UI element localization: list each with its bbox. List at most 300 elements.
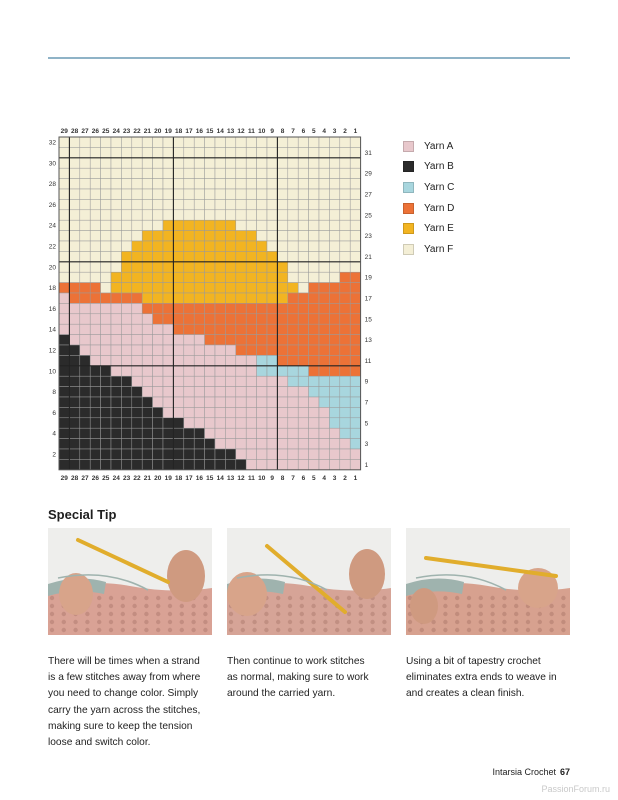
chart-cell (59, 283, 69, 293)
chart-cell (59, 407, 69, 417)
legend-label: Yarn B (424, 161, 454, 173)
chart-cell (121, 303, 131, 313)
column-label-bottom: 2 (343, 474, 347, 482)
chart-cell (142, 418, 152, 428)
chart-cell (246, 355, 256, 365)
stitch-texture (311, 620, 315, 624)
chart-cell (121, 397, 131, 407)
stitch-texture (191, 628, 195, 632)
chart-cell (90, 168, 100, 178)
chart-cell (90, 147, 100, 157)
chart-cell (350, 303, 360, 313)
chart-cell (319, 418, 329, 428)
stitch-texture (490, 596, 494, 600)
chart-cell (277, 137, 287, 147)
chart-cell (205, 428, 215, 438)
chart-cell (277, 158, 287, 168)
watermark-text: PassionForum.ru (541, 784, 610, 794)
chart-cell (246, 168, 256, 178)
chart-cell (267, 428, 277, 438)
chart-cell (80, 387, 90, 397)
chart-cell (205, 459, 215, 469)
chart-cell (205, 137, 215, 147)
chart-cell (153, 241, 163, 251)
chart-cell (340, 137, 350, 147)
chart-cell (101, 303, 111, 313)
stitch-texture (549, 628, 553, 632)
stitch-texture (370, 620, 374, 624)
chart-cell (142, 231, 152, 241)
chart-cell (329, 407, 339, 417)
chart-cell (319, 303, 329, 313)
chart-cell (142, 397, 152, 407)
chart-cell (319, 231, 329, 241)
chart-cell (288, 147, 298, 157)
chart-cell (205, 283, 215, 293)
chart-cell (121, 210, 131, 220)
chart-cell (142, 366, 152, 376)
chart-cell (59, 335, 69, 345)
chart-cell (194, 137, 204, 147)
chart-cell (205, 376, 215, 386)
chart-cell (319, 397, 329, 407)
column-label-bottom: 22 (133, 474, 141, 482)
chart-cell (80, 179, 90, 189)
stitch-texture (168, 628, 172, 632)
chart-cell (246, 459, 256, 469)
chart-cell (215, 283, 225, 293)
chart-cell (111, 314, 121, 324)
chart-cell (298, 179, 308, 189)
chart-cell (132, 231, 142, 241)
chart-cell (205, 345, 215, 355)
yarn-b-swatch (403, 161, 414, 172)
column-label-bottom: 12 (237, 474, 245, 482)
chart-cell (277, 366, 287, 376)
chart-cell (153, 324, 163, 334)
chart-cell (80, 314, 90, 324)
chart-cell (329, 376, 339, 386)
chart-cell (257, 231, 267, 241)
chart-cell (153, 262, 163, 272)
chart-cell (111, 387, 121, 397)
chart-cell (132, 210, 142, 220)
chart-cell (298, 355, 308, 365)
chart-cell (350, 449, 360, 459)
column-label-bottom: 6 (301, 474, 306, 482)
chart-cell (288, 428, 298, 438)
chart-cell (69, 199, 79, 209)
chart-cell (132, 179, 142, 189)
chart-cell (142, 335, 152, 345)
chart-cell (153, 397, 163, 407)
chart-cell (163, 241, 173, 251)
legend-label: Yarn E (424, 223, 454, 235)
chart-cell (90, 251, 100, 261)
chart-cell (153, 272, 163, 282)
chart-cell (80, 199, 90, 209)
legend-item-yarn-b (403, 157, 454, 178)
chart-cell (80, 241, 90, 251)
chart-cell (225, 199, 235, 209)
chart-cell (340, 199, 350, 209)
chart-cell (309, 418, 319, 428)
legend-label: Yarn A (424, 140, 454, 152)
column-label-bottom: 18 (174, 474, 183, 482)
chart-cell (111, 179, 121, 189)
chart-cell (80, 459, 90, 469)
chart-cell (69, 376, 79, 386)
chart-cell (111, 439, 121, 449)
chart-cell (184, 251, 194, 261)
chart-cell (340, 366, 350, 376)
stitch-texture (85, 612, 89, 616)
chart-cell (225, 418, 235, 428)
stitch-texture (191, 612, 195, 616)
column-label-top: 21 (143, 128, 152, 135)
column-label-bottom: 13 (226, 474, 235, 482)
stitch-texture (479, 612, 483, 616)
chart-cell (194, 199, 204, 209)
chart-cell (298, 439, 308, 449)
stitch-texture (526, 628, 530, 632)
stitch-texture (300, 596, 304, 600)
chart-cell (59, 459, 69, 469)
chart-cell (350, 418, 360, 428)
column-label-bottom: 16 (195, 474, 204, 482)
chart-cell (288, 241, 298, 251)
chart-cell (340, 168, 350, 178)
chart-cell (163, 439, 173, 449)
chart-cell (69, 459, 79, 469)
chart-cell (121, 220, 131, 230)
chart-cell (340, 147, 350, 157)
chart-cell (111, 355, 121, 365)
chart-cell (111, 283, 121, 293)
stitch-texture (370, 628, 374, 632)
chart-cell (90, 335, 100, 345)
stitch-texture (455, 612, 459, 616)
chart-cell (194, 355, 204, 365)
chart-cell (80, 283, 90, 293)
chart-cell (225, 303, 235, 313)
chart-cell (142, 303, 152, 313)
chart-cell (205, 293, 215, 303)
chart-cell (121, 283, 131, 293)
chart-cell (309, 199, 319, 209)
chart-cell (153, 179, 163, 189)
chart-cell (173, 387, 183, 397)
chart-cell (225, 387, 235, 397)
stitch-texture (50, 628, 54, 632)
chart-cell (215, 272, 225, 282)
chart-cell (132, 168, 142, 178)
chart-cell (215, 335, 225, 345)
chart-cell (257, 147, 267, 157)
chart-cell (184, 428, 194, 438)
chart-cell (350, 324, 360, 334)
chart-cell (59, 231, 69, 241)
chart-cell (101, 293, 111, 303)
chart-cell (194, 283, 204, 293)
stitch-texture (431, 628, 435, 632)
chart-cell (59, 397, 69, 407)
stitch-texture (62, 612, 66, 616)
chart-cell (101, 428, 111, 438)
chart-cell (173, 355, 183, 365)
chart-cell (340, 459, 350, 469)
chart-cell (111, 251, 121, 261)
chart-cell (80, 366, 90, 376)
chart-cell (142, 251, 152, 261)
chart-cell (121, 272, 131, 282)
stitch-texture (73, 620, 77, 624)
stitch-texture (144, 628, 148, 632)
chart-cell (329, 158, 339, 168)
chart-cell (111, 147, 121, 157)
stitch-texture (479, 604, 483, 608)
column-label-top: 26 (91, 128, 100, 135)
chart-cell (153, 137, 163, 147)
chart-cell (59, 210, 69, 220)
chart-cell (350, 459, 360, 469)
column-label-bottom: 23 (122, 474, 131, 482)
chart-cell (184, 283, 194, 293)
hand (349, 549, 385, 599)
stitch-texture (300, 612, 304, 616)
chart-cell (69, 231, 79, 241)
chart-cell (80, 345, 90, 355)
chart-cell (267, 231, 277, 241)
chart-cell (329, 335, 339, 345)
chart-cell (288, 210, 298, 220)
chart-cell (205, 387, 215, 397)
stitch-texture (132, 596, 136, 600)
chart-cell (111, 137, 121, 147)
chart-cell (101, 449, 111, 459)
chart-cell (121, 449, 131, 459)
chart-cell (132, 199, 142, 209)
column-label-bottom: 10 (258, 474, 266, 482)
stitch-texture (549, 604, 553, 608)
chart-cell (142, 293, 152, 303)
stitch-texture (121, 596, 125, 600)
chart-cell (69, 179, 79, 189)
chart-cell (90, 428, 100, 438)
chart-cell (153, 199, 163, 209)
chart-cell (194, 366, 204, 376)
chart-cell (257, 283, 267, 293)
chart-cell (142, 210, 152, 220)
chart-cell (90, 137, 100, 147)
chart-cell (267, 283, 277, 293)
chart-cell (153, 158, 163, 168)
chart-cell (257, 189, 267, 199)
chart-cell (319, 251, 329, 261)
chart-cell (257, 324, 267, 334)
stitch-texture (561, 612, 565, 616)
chart-cell (132, 283, 142, 293)
stitch-texture (479, 628, 483, 632)
stitch-texture (479, 596, 483, 600)
chart-cell (215, 168, 225, 178)
row-label-right: 31 (364, 149, 372, 157)
chart-cell (319, 439, 329, 449)
stitch-texture (288, 628, 292, 632)
stitch-texture (311, 604, 315, 608)
stitch-texture (264, 604, 268, 608)
chart-cell (288, 418, 298, 428)
chart-cell (173, 407, 183, 417)
chart-cell (173, 179, 183, 189)
column-label-top: 3 (332, 128, 337, 135)
stitch-texture (180, 620, 184, 624)
chart-cell (246, 407, 256, 417)
chart-cell (288, 189, 298, 199)
chart-cell (246, 220, 256, 230)
row-label-left: 26 (48, 201, 56, 209)
legend-label: Yarn D (424, 202, 455, 214)
chart-cell (319, 137, 329, 147)
chart-cell (329, 418, 339, 428)
chart-cell (184, 335, 194, 345)
chart-cell (173, 199, 183, 209)
stitch-texture (467, 620, 471, 624)
chart-cell (236, 418, 246, 428)
chart-cell (80, 272, 90, 282)
chart-cell (184, 168, 194, 178)
chart-cell (215, 345, 225, 355)
chart-cell (132, 251, 142, 261)
chart-cell (163, 293, 173, 303)
chart-cell (69, 262, 79, 272)
chart-cell (298, 324, 308, 334)
chart-cell (277, 324, 287, 334)
chart-cell (163, 376, 173, 386)
chart-cell (309, 345, 319, 355)
chart-cell (236, 251, 246, 261)
chart-cell (246, 158, 256, 168)
stitch-texture (455, 596, 459, 600)
chart-cell (225, 220, 235, 230)
chart-cell (298, 366, 308, 376)
tip-caption-2 (227, 654, 369, 703)
chart-cell (236, 199, 246, 209)
chart-cell (267, 189, 277, 199)
chart-cell (257, 335, 267, 345)
chart-cell (205, 179, 215, 189)
chart-cell (298, 220, 308, 230)
chart-cell (277, 449, 287, 459)
column-label-bottom: 25 (102, 474, 110, 482)
chart-cell (298, 272, 308, 282)
chart-cell (184, 241, 194, 251)
chart-cell (205, 158, 215, 168)
chart-cell (329, 262, 339, 272)
stitch-texture (109, 612, 113, 616)
stitch-texture (561, 604, 565, 608)
chart-cell (288, 387, 298, 397)
chart-cell (215, 407, 225, 417)
chart-cell (194, 220, 204, 230)
chart-cell (101, 314, 111, 324)
yarn-f-swatch (403, 244, 414, 255)
chart-cell (215, 376, 225, 386)
chart-cell (215, 303, 225, 313)
row-label-right: 15 (364, 316, 372, 324)
chart-cell (173, 324, 183, 334)
stitch-texture (514, 628, 518, 632)
chart-cell (236, 158, 246, 168)
chart-cell (184, 345, 194, 355)
chart-cell (309, 449, 319, 459)
chart-cell (90, 418, 100, 428)
chart-cell (69, 251, 79, 261)
chart-cell (236, 168, 246, 178)
row-label-right: 9 (364, 378, 369, 386)
chart-cell (205, 241, 215, 251)
chart-cell (173, 158, 183, 168)
chart-cell (329, 293, 339, 303)
stitch-texture (502, 604, 506, 608)
chart-cell (309, 355, 319, 365)
stitch-texture (443, 628, 447, 632)
chart-cell (121, 147, 131, 157)
chart-cell (319, 168, 329, 178)
chart-cell (121, 262, 131, 272)
stitch-texture (502, 628, 506, 632)
column-label-top: 19 (164, 128, 172, 135)
chart-cell (132, 345, 142, 355)
chart-cell (329, 168, 339, 178)
chart-cell (163, 449, 173, 459)
stitch-texture (408, 620, 412, 624)
chart-cell (225, 314, 235, 324)
chart-cell (309, 251, 319, 261)
chart-cell (225, 366, 235, 376)
chart-cell (277, 335, 287, 345)
chart-cell (277, 210, 287, 220)
chart-cell (215, 189, 225, 199)
stitch-texture (514, 620, 518, 624)
chart-cell (225, 168, 235, 178)
chart-cell (267, 158, 277, 168)
chart-cell (132, 439, 142, 449)
chart-cell (184, 137, 194, 147)
chart-cell (142, 283, 152, 293)
stitch-texture (156, 596, 160, 600)
column-label-bottom: 20 (154, 474, 162, 482)
chart-cell (101, 189, 111, 199)
stitch-texture (97, 628, 101, 632)
stitch-texture (561, 628, 565, 632)
chart-cell (90, 459, 100, 469)
column-label-bottom: 1 (353, 474, 358, 482)
stitch-texture (408, 628, 412, 632)
chart-cell (163, 220, 173, 230)
chart-cell (90, 439, 100, 449)
chart-cell (309, 241, 319, 251)
stitch-texture (156, 604, 160, 608)
chart-cell (340, 303, 350, 313)
stitch-texture (479, 620, 483, 624)
chart-cell (329, 387, 339, 397)
chart-cell (257, 459, 267, 469)
chart-cell (215, 158, 225, 168)
chart-cell (194, 168, 204, 178)
chart-cell (111, 407, 121, 417)
chart-cell (267, 293, 277, 303)
